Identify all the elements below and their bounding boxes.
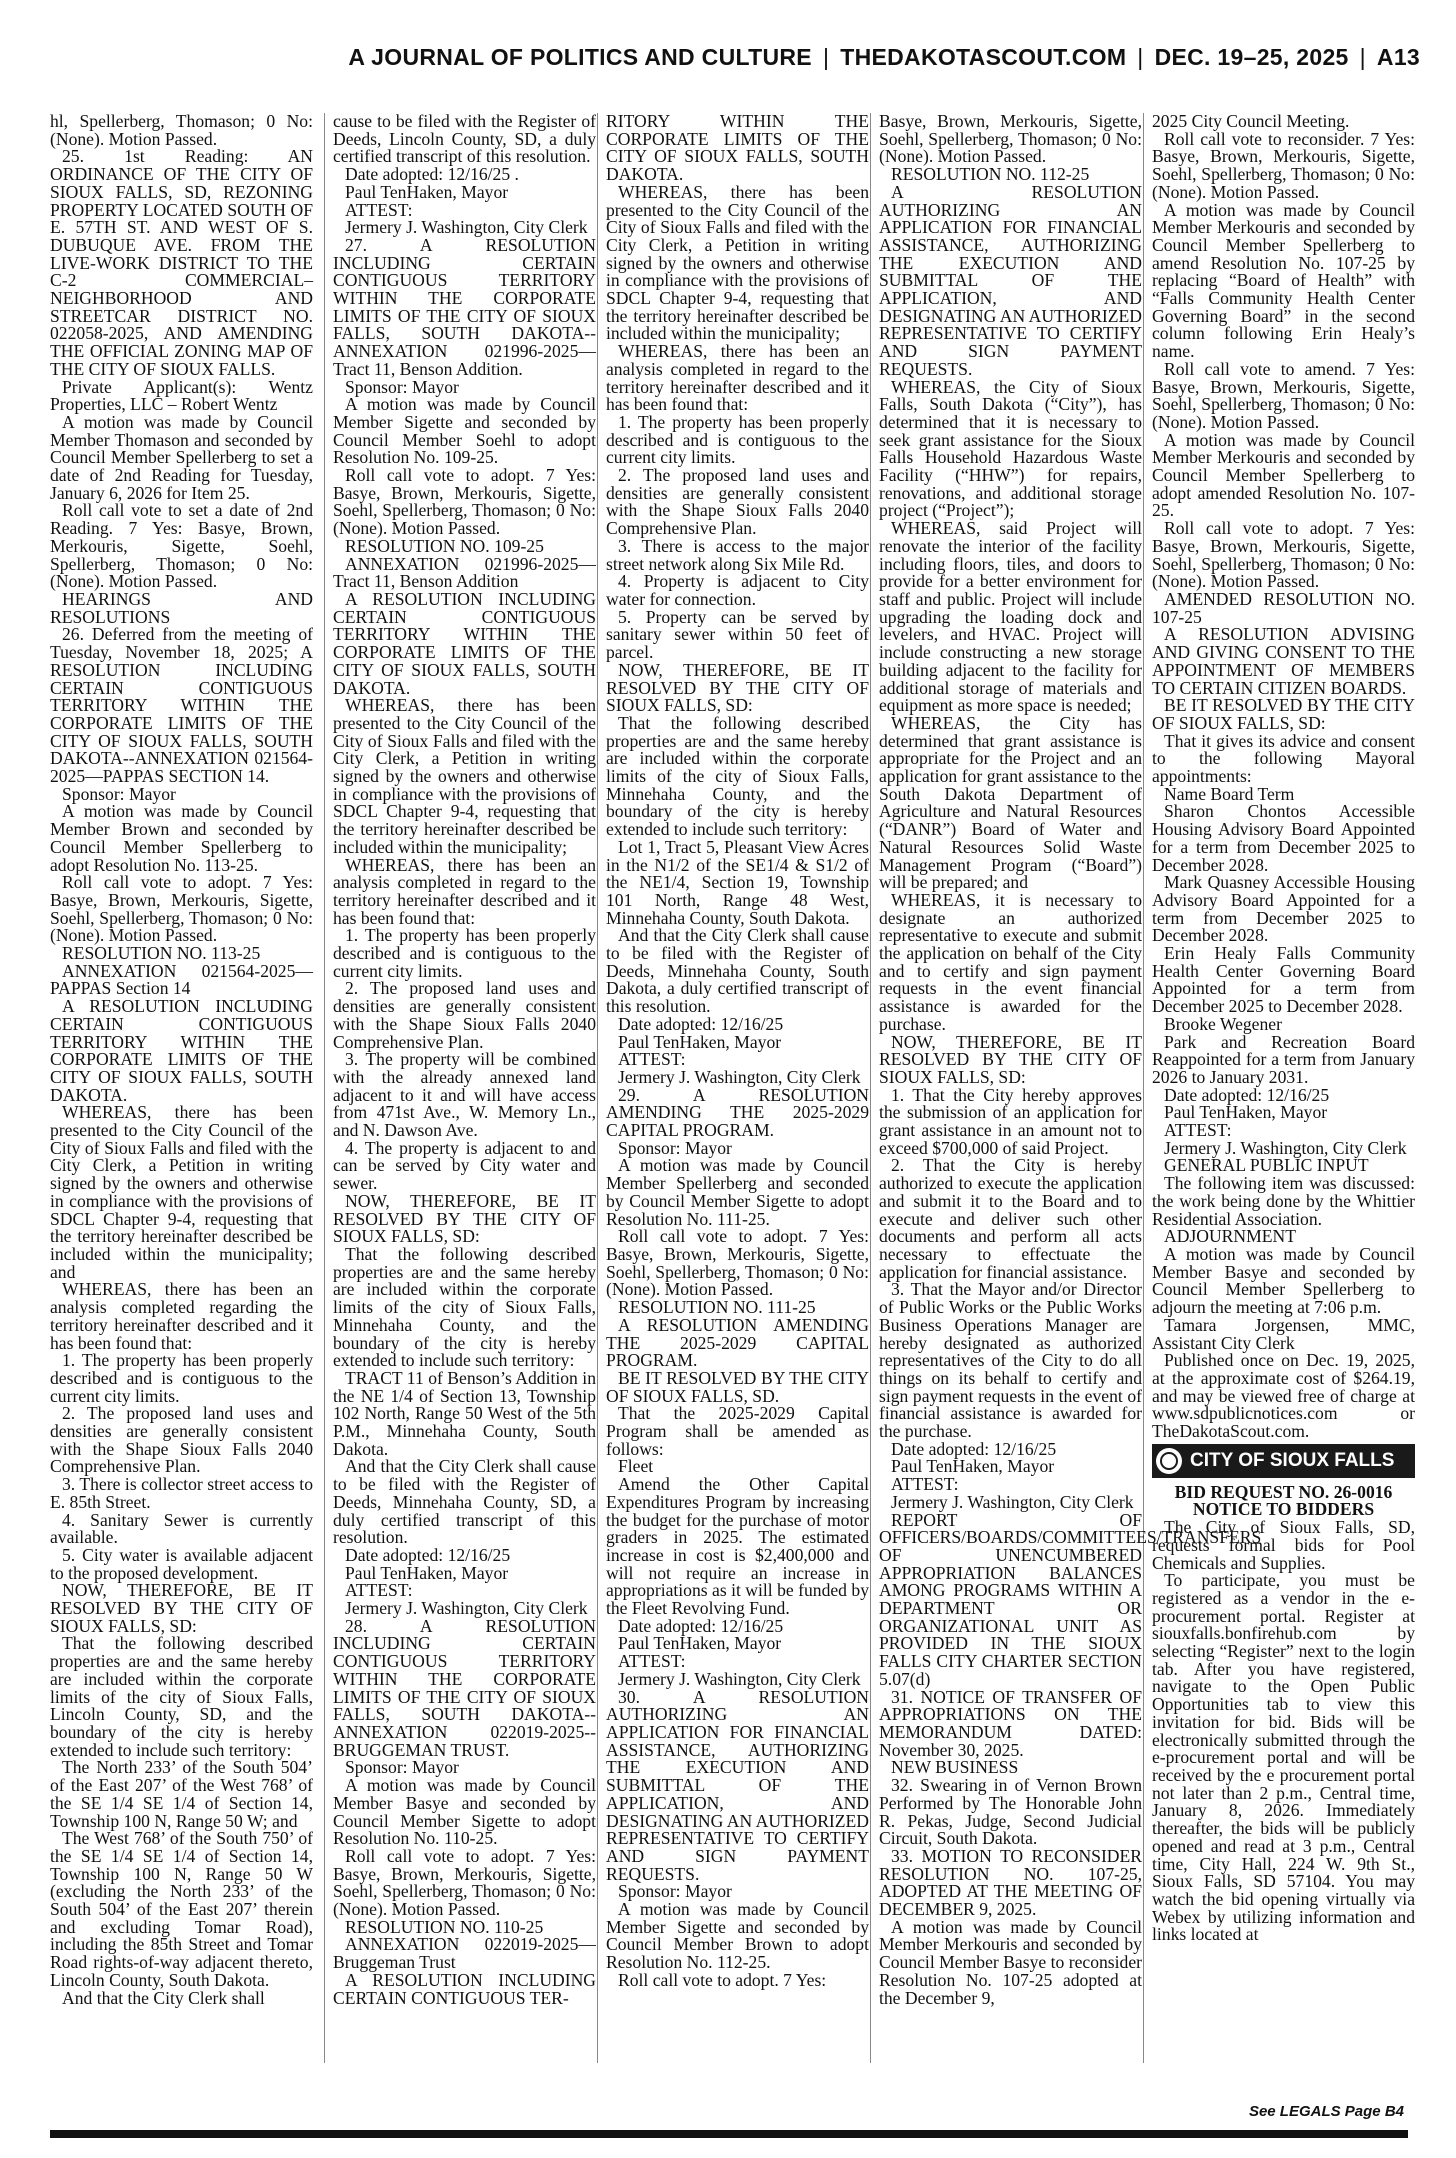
column-5-text: [1152, 113, 1415, 1441]
bid-request-number: BID REQUEST NO. 26-0016: [1174, 1481, 1393, 1502]
legal-paragraph: 2. That the City is hereby authorized to execute the application and submit it to the Board and to execute and deliver such other documents and perform all acts necessary to effectuate the application for financial assistance.: [879, 1155, 1142, 1282]
legal-paragraph: Tamara Jorgensen, MMC, Assistant City Clerk: [1152, 1314, 1415, 1353]
legal-paragraph: WHEREAS, the City has determined that grant assistance is appropriate for the Project and an application for grant assistance to the South Dakota Department of Agriculture and Natural Resources (“DANR”) Board of Water and Natural Resources Solid Waste Management Program (“Board”) will be prepared; and: [879, 712, 1142, 893]
legal-paragraph: Amend the Other Capital Expenditures Program by increasing the budget for the purchase of motor graders in 2025. The estimated increase in cost is $2,400,000 and will not require an increase in appropriations as it will be funded by the Fleet Revolving Fund.: [606, 1474, 869, 1619]
legal-paragraph: Mark Quasney Accessible Housing Advisory Board Appointed for a term from December 2025 to December 2028.: [1152, 872, 1415, 946]
legal-paragraph: 4. The property is adjacent to and can be served by City water and sewer.: [333, 1137, 596, 1194]
legal-paragraph: ATTEST:: [618, 1049, 686, 1070]
legal-paragraph: BE IT RESOLVED BY THE CITY OF SIOUX FALLS, SD.: [606, 1367, 869, 1406]
legal-paragraph: Jermery J. Washington, City Clerk: [618, 1668, 861, 1689]
legal-paragraph: 28. A RESOLUTION INCLUDING CERTAIN CONTIGUOUS TERRITORY WITHIN THE CORPORATE LIMITS OF THE CITY OF SIOUX FALLS, SOUTH DAKOTA--ANNEXATION 022019-2025--BRUGGEMAN TRUST.: [333, 1615, 596, 1760]
header-line: A JOURNAL OF POLITICS AND CULTURE | THEDAKOTASCOUT.COM | DEC. 19–25, 2025 | A13: [348, 44, 1420, 70]
legal-paragraph: WHEREAS, there has been an analysis completed in regard to the territory hereinafter described and it has been found that:: [333, 854, 596, 928]
legal-paragraph: A RESOLUTION AMENDING THE 2025-2029 CAPITAL PROGRAM.: [606, 1314, 869, 1371]
legal-paragraph: 32. Swearing in of Vernon Brown Performed by The Honorable John R. Pekas, Judge, Second Judicial Circuit, South Dakota.: [879, 1775, 1142, 1849]
legal-paragraph: WHEREAS, there has been an analysis completed in regard to the territory hereinafter described and it has been found that:: [606, 341, 869, 415]
legal-paragraph: Sponsor: Mayor: [62, 783, 176, 804]
legal-paragraph: Roll call vote to amend. 7 Yes: Basye, Brown, Merkouris, Sigette, Soehl, Spellerberg, Thomason; 0 No: (None). Motion Passed.: [1152, 358, 1415, 432]
legal-paragraph: Sponsor: Mayor: [618, 1137, 732, 1158]
legal-paragraph: A RESOLUTION AUTHORIZING AN APPLICATION FOR FINANCIAL ASSISTANCE, AUTHORIZING THE EXECUTION AND SUBMITTAL OF THE APPLICATION, AND DESIGNATING AN AUTHORIZED REPRESENTATIVE TO CERTIFY AND SIGN PAYMENT REQUESTS.: [879, 181, 1142, 379]
legal-paragraph: Private Applicant(s): Wentz Properties, LLC – Robert Wentz: [50, 376, 313, 415]
legal-paragraph: Date adopted: 12/16/25: [891, 1438, 1057, 1459]
legal-paragraph: Date adopted: 12/16/25: [618, 1013, 784, 1034]
legal-paragraph: 5. City water is available adjacent to the proposed development.: [50, 1544, 313, 1583]
legal-paragraph: A motion was made by Council Member Basye and seconded by Council Member Spellerberg to adjourn the meeting at 7:06 p.m.: [1152, 1244, 1415, 1318]
legal-paragraph: Roll call vote to adopt. 7 Yes: Basye, Brown, Merkouris, Sigette, Soehl, Spellerberg, Thomason; 0 No: (None). Motion Passed.: [1152, 518, 1415, 592]
legal-paragraph: NOW, THEREFORE, BE IT RESOLVED BY THE CITY OF SIOUX FALLS, SD:: [879, 1031, 1142, 1087]
legal-paragraph: A motion was made by Council Member Brown and seconded by Council Member Spellerberg to adopt Resolution No. 113-25.: [50, 801, 313, 875]
legal-paragraph: RESOLUTION NO. 111-25: [618, 1297, 816, 1318]
legal-paragraph: ATTEST:: [345, 199, 413, 220]
legal-paragraph: WHEREAS, said Project will renovate the interior of the facility including floors, tiles, and doors to provide for a better environment for staff and public. Project will include upgrading the loading dock and levelers, and HVAC. Project will include constructing a new storage building adjacent to the facility for additional storage of materials and equipment as more space is needed;: [879, 518, 1142, 716]
legal-paragraph: A motion was made by Council Member Merkouris and seconded by Council Member Spellerberg to amend Resolution No. 107-25 by replacing “Board of Health” with “Falls Community Health Center Governing Board” in the second column following Erin Healy’s name.: [1152, 199, 1415, 362]
legal-paragraph: Published once on Dec. 19, 2025, at the approximate cost of $264.19, and may be viewed free of charge at www.sdpublicnotices.com or TheDakotaScout.com.: [1152, 1350, 1415, 1442]
legal-paragraph: A RESOLUTION ADVISING AND GIVING CONSENT TO THE APPOINTMENT OF MEMBERS TO CERTAIN CITIZEN BOARDS.: [1152, 624, 1415, 698]
legal-paragraph: Paul TenHaken, Mayor: [618, 1031, 782, 1052]
legal-paragraph: 31. NOTICE OF TRANSFER OF APPROPRIATIONS ON THE MEMORANDUM DATED: November 30, 2025.: [879, 1686, 1142, 1760]
legal-paragraph: The West 768’ of the South 750’ of the SE 1/4 SE 1/4 of Section 14, Township 100 N, Range 50 W (excluding the North 233’ of the South 504’ of the East 207’ therein and excluding Tomar Road), including the 85th Street and Tomar Road rights-of-way adjacent thereto, Lincoln County, South Dakota.: [50, 1828, 313, 1990]
legal-paragraph: A motion was made by Council Member Sigette and seconded by Council Member Brown to adopt Resolution No. 112-25.: [606, 1899, 869, 1973]
legal-paragraph: Park and Recreation Board Reappointed for a term from January 2026 to January 2031.: [1152, 1031, 1415, 1087]
legal-paragraph: REPORT OF OFFICERS/BOARDS/COMMITTEES/TRANSFERS OF UNENCUMBERED APPROPRIATION BALANCES AMONG PROGRAMS WITHIN A DEPARTMENT OR ORGANIZATIONAL UNIT AS PROVIDED IN THE SIOUX FALLS CITY CHARTER SECTION 5.07(d): [879, 1509, 1262, 1689]
legal-paragraph: WHEREAS, there has been an analysis completed regarding the territory hereinafter described and it has been found that:: [50, 1279, 313, 1353]
legal-paragraph: TRACT 11 of Benson’s Addition in the NE 1/4 of Section 13, Township 102 North, Range 50 West of the 5th P.M., Minnehaha County, South Dakota.: [333, 1367, 596, 1459]
legal-paragraph: cause to be filed with the Register of Deeds, Lincoln County, SD, a duly certified transcript of this resolution.: [333, 111, 596, 167]
legal-paragraph: 1. The property has been properly described and is contiguous to the current city limits.: [50, 1350, 313, 1406]
legal-paragraph: 3. The property will be combined with the already annexed land adjacent to it and will have access from 471st Ave., W. Memory Ln., and N. Dawson Ave.: [333, 1049, 596, 1141]
legal-paragraph: ANNEXATION 022019-2025—Bruggeman Trust: [333, 1934, 596, 1973]
legal-paragraph: Roll call vote to adopt. 7 Yes: Basye, Brown, Merkouris, Sigette, Soehl, Spellerberg, Thomason; 0 No: (None). Motion Passed.: [333, 1845, 596, 1920]
legal-paragraph: The North 233’ of the South 504’ of the East 207’ of the West 768’ of the SE 1/4 SE 1/4 of Section 14, Township 100 N, Range 50 W; and: [50, 1757, 313, 1831]
legal-paragraph: Paul TenHaken, Mayor: [1164, 1102, 1328, 1123]
legal-paragraph: 3. There is access to the major street network along Six Mile Rd.: [606, 535, 869, 574]
legal-paragraph: Fleet: [618, 1456, 654, 1477]
legal-paragraph: WHEREAS, there has been presented to the City Council of the City of Sioux Falls and filed with the City Clerk, a Petition in writing signed by the owners and otherwise in compliance with the provisions of SDCL Chapter 9-4, requesting that the territory hereinafter described be included within the municipality;: [333, 695, 596, 857]
publication-tagline: A JOURNAL OF POLITICS AND CULTURE: [348, 44, 812, 70]
legal-paragraph: RITORY WITHIN THE CORPORATE LIMITS OF THE CITY OF SIOUX FALLS, SOUTH DAKOTA.: [606, 111, 869, 185]
legal-paragraph: Sharon Chontos Accessible Housing Advisory Board Appointed for a term from December 2025 to December 2028.: [1152, 801, 1415, 875]
page-header: [0, 0, 1456, 95]
legal-paragraph: 25. 1st Reading: AN ORDINANCE OF THE CITY OF SIOUX FALLS, SD, REZONING PROPERTY LOCATED SOUTH OF E. 57TH ST. AND WEST OF S. DUBUQUE AVE. FROM THE LIVE-WORK DISTRICT TO THE C-2 COMMERCIAL–NEIGHBORHOOD AND STREETCAR DISTRICT NO. 022058-2025, AND AMENDING THE OFFICIAL ZONING MAP OF THE CITY OF SIOUX FALLS.: [50, 146, 313, 379]
legal-paragraph: Lot 1, Tract 5, Pleasant View Acres in the N1/2 of the SE1/4 & S1/2 of the NE1/4, Section 19, Township 101 North, Range 48 West, Minnehaha County, South Dakota.: [606, 836, 869, 928]
legal-paragraph: Name Board Term: [1164, 783, 1295, 804]
legal-paragraph: Roll call vote to adopt. 7 Yes:: [618, 1969, 827, 1990]
legal-paragraph: Brooke Wegener: [1164, 1013, 1282, 1034]
legal-paragraph: Jermery J. Washington, City Clerk: [345, 1598, 588, 1619]
footer-rule: [50, 2130, 1408, 2138]
text-column-1: [50, 113, 313, 2068]
legal-paragraph: RESOLUTION NO. 109-25: [345, 535, 544, 556]
legal-paragraph: A motion was made by Council Member Merkouris and seconded by Council Member Spellerberg to adopt amended Resolution No. 107-25.: [1152, 429, 1415, 521]
legal-paragraph: A motion was made by Council Member Basye and seconded by Council Member Sigette to adopt Resolution No. 110-25.: [333, 1775, 596, 1849]
legal-paragraph: Date adopted: 12/16/25: [345, 1544, 511, 1565]
legal-paragraph: And that the City Clerk shall cause to be filed with the Register of Deeds, Minnehaha County, SD, a duly certified transcript of this resolution.: [333, 1456, 596, 1548]
legal-paragraph: Jermery J. Washington, City Clerk: [1164, 1137, 1407, 1158]
legal-paragraph: AMENDED RESOLUTION NO. 107-25: [1152, 588, 1415, 627]
legal-paragraph: 2. The proposed land uses and densities are generally consistent with the Shape Sioux Falls 2040 Comprehensive Plan.: [50, 1403, 313, 1477]
legal-paragraph: WHEREAS, there has been presented to the City Council of the City of Sioux Falls and filed with the City Clerk, a Petition in writing signed by the owners and otherwise in compliance with the provisions of SDCL Chapter 9-4, requesting that the territory hereinafter described be included within the municipality; and: [50, 1102, 313, 1282]
notice-to-bidders-title: NOTICE TO BIDDERS: [1192, 1499, 1375, 1520]
legal-paragraph: RESOLUTION NO. 112-25: [891, 164, 1090, 185]
legal-paragraph: A motion was made by Council Member Thomason and seconded by Council Member Spellerberg to set a date of 2nd Reading for Tuesday, January 6, 2026 for Item 25.: [50, 411, 313, 503]
legal-paragraph: Date adopted: 12/16/25: [1164, 1084, 1330, 1105]
legal-paragraph: Sponsor: Mayor: [345, 376, 459, 397]
legal-paragraph: A motion was made by Council Member Sigette and seconded by Council Member Soehl to adopt Resolution No. 109-25.: [333, 394, 596, 468]
legal-paragraph: 2. The proposed land uses and densities are generally consistent with the Shape Sioux Falls 2040 Comprehensive Plan.: [333, 978, 596, 1052]
legal-paragraph: ADJOURNMENT: [1164, 1226, 1296, 1247]
legal-paragraph: WHEREAS, there has been presented to the City Council of the City of Sioux Falls and filed with the City Clerk, a Petition in writing signed by the owners and otherwise in compliance with the provisions of SDCL Chapter 9-4, requesting that the territory hereinafter described be included within the municipality;: [606, 181, 869, 344]
legal-paragraph: WHEREAS, it is necessary to designate an authorized representative to execute and submit the application on behalf of the City and to certify and sign payment requests in the event financial assistance is awarded for the purchase.: [879, 889, 1142, 1034]
legal-paragraph: 4. Sanitary Sewer is currently available.: [50, 1509, 313, 1548]
legal-paragraph: ATTEST:: [891, 1474, 959, 1495]
legal-paragraph: That the following described properties are and the same hereby are included within the corporate limits of the city of Sioux Falls, Minnehaha County, and the boundary of the city is hereby extended to include such territory:: [606, 712, 869, 840]
legal-paragraph: Basye, Brown, Merkouris, Sigette, Soehl, Spellerberg, Thomason; 0 No: (None). Motion Passed.: [879, 111, 1142, 167]
text-column-2: [333, 113, 596, 2068]
legal-paragraph: Jermery J. Washington, City Clerk: [891, 1491, 1134, 1512]
legal-paragraph: Paul TenHaken, Mayor: [345, 181, 509, 202]
text-column-3: [606, 113, 869, 2068]
legal-paragraph: Roll call vote to reconsider. 7 Yes: Basye, Brown, Merkouris, Sigette, Soehl, Spellerberg, Thomason; 0 No: (None). Motion Passed.: [1152, 128, 1415, 202]
legal-paragraph: NOW, THEREFORE, BE IT RESOLVED BY THE CITY OF SIOUX FALLS, SD:: [333, 1190, 596, 1247]
legal-paragraph: Jermery J. Washington, City Clerk: [618, 1066, 861, 1087]
legal-paragraph: 27. A RESOLUTION INCLUDING CERTAIN CONTIGUOUS TERRITORY WITHIN THE CORPORATE LIMITS OF THE CITY OF SIOUX FALLS, SOUTH DAKOTA--ANNEXATION 021996-2025—Tract 11, Benson Addition.: [333, 234, 596, 379]
legal-paragraph: A RESOLUTION INCLUDING CERTAIN CONTIGUOUS TERRITORY WITHIN THE CORPORATE LIMITS OF THE CITY OF SIOUX FALLS, SOUTH DAKOTA.: [333, 588, 596, 698]
legal-paragraph: Erin Healy Falls Community Health Center Governing Board Appointed for a term from December 2025 to December 2028.: [1152, 943, 1415, 1017]
legal-notices-body: [50, 111, 1415, 2068]
legal-paragraph: 26. Deferred from the meeting of Tuesday, November 18, 2025; A RESOLUTION INCLUDING CERTAIN CONTIGUOUS TERRITORY WITHIN THE CORPORATE LIMITS OF THE CITY OF SIOUX FALLS, SOUTH DAKOTA--ANNEXATION 021564-2025—PAPPAS SECTION 14.: [50, 624, 313, 787]
legal-paragraph: hl, Spellerberg, Thomason; 0 No: (None). Motion Passed.: [50, 111, 313, 149]
legal-paragraph: Roll call vote to adopt. 7 Yes: Basye, Brown, Merkouris, Sigette, Soehl, Spellerberg, Thomason; 0 No: (None). Motion Passed.: [50, 872, 313, 946]
legal-paragraph: NOW, THEREFORE, BE IT RESOLVED BY THE CITY OF SIOUX FALLS, SD:: [50, 1580, 313, 1636]
legal-paragraph: ANNEXATION 021564-2025—PAPPAS Section 14: [50, 960, 313, 999]
legal-paragraph: Sponsor: Mayor: [345, 1757, 459, 1778]
page-number: A13: [1376, 44, 1420, 70]
issue-date: DEC. 19–25, 2025: [1154, 44, 1349, 70]
legal-paragraph: Paul TenHaken, Mayor: [891, 1456, 1055, 1477]
legal-paragraph: WHEREAS, the City of Sioux Falls, South Dakota (“City”), has determined that it is necessary to seek grant assistance for the Sioux Falls Household Hazardous Waste Facility (“HHW”) for repairs, renovations, and additional storage project (“Project”);: [879, 376, 1142, 521]
legal-paragraph: Roll call vote to set a date of 2nd Reading. 7 Yes: Basye, Brown, Merkouris, Sigette, Soehl, Spellerberg, Thomason; 0 No: (None). Motion Passed.: [50, 500, 313, 592]
legal-paragraph: 3. That the Mayor and/or Director of Public Works or the Public Works Business Operations Manager are hereby designated as authorized representatives of the City to do all things on its behalf to certify and sign payment requests in the event of financial assistance is awarded for the purchase.: [879, 1279, 1142, 1442]
legal-paragraph: And that the City Clerk shall: [62, 1987, 265, 2008]
legal-paragraph: HEARINGS AND RESOLUTIONS: [50, 588, 313, 627]
continued-reference: See LEGALS Page B4: [1248, 2103, 1404, 2120]
legal-paragraph: ATTEST:: [618, 1651, 686, 1672]
legal-paragraph: 3. There is collector street access to E. 85th Street.: [50, 1474, 313, 1512]
legal-paragraph: Sponsor: Mayor: [618, 1881, 732, 1902]
legal-paragraph: ATTEST:: [1164, 1120, 1232, 1141]
notice-paragraph: To participate, you must be registered as a vendor in the e-procurement portal. Register at siouxfalls.bonfirehub.com by selecting “Register” next to the login tab. After you have registered, navigate to the Open Public Opportunities tab to view this invitation for bid. Bids will be electronically submitted through the e-procurement portal and will be received by the e procurement portal not later than 2 p.m., Central time, January 8, 2026. Immediately thereafter, the bids will be publicly opened and read at 3 p.m., Central time, City Hall, 224 W. 9th St., Sioux Falls, SD 57104. You may watch the bid opening virtually via Webex by utilizing information and links located at: [1152, 1570, 1415, 1945]
legal-paragraph: 33. MOTION TO RECONSIDER RESOLUTION NO. 107-25, ADOPTED AT THE MEETING OF DECEMBER 9, 2025.: [879, 1845, 1142, 1920]
legal-paragraph: That the following described properties are and the same hereby are included within the corporate limits of the city of Sioux Falls, Minnehaha County, and the boundary of the city is hereby extended to include such territory:: [333, 1244, 596, 1371]
legal-paragraph: GENERAL PUBLIC INPUT: [1164, 1155, 1369, 1176]
legal-paragraph: 1. That the City hereby approves the submission of an application for grant assistance in an amount not to exceed $700,000 of said Project.: [879, 1084, 1142, 1158]
legal-paragraph: 29. A RESOLUTION AMENDING THE 2025-2029 CAPITAL PROGRAM.: [606, 1084, 869, 1141]
legal-paragraph: 1. The property has been properly described and is contiguous to the current city limits.: [606, 411, 869, 468]
legal-paragraph: Date adopted: 12/16/25: [618, 1615, 784, 1636]
legal-paragraph: NOW, THEREFORE, BE IT RESOLVED BY THE CITY OF SIOUX FALLS, SD:: [606, 659, 869, 716]
legal-paragraph: 4. Property is adjacent to City water for connection.: [606, 571, 869, 609]
legal-paragraph: 2. The proposed land uses and densities are generally consistent with the Shape Sioux Falls 2040 Comprehensive Plan.: [606, 465, 869, 539]
legal-paragraph: ANNEXATION 021996-2025—Tract 11, Benson Addition: [333, 553, 596, 592]
site-url: THEDAKOTASCOUT.COM: [840, 44, 1127, 70]
legal-paragraph: Paul TenHaken, Mayor: [618, 1633, 782, 1654]
legal-paragraph: 5. Property can be served by sanitary sewer within 50 feet of parcel.: [606, 606, 869, 663]
legal-paragraph: 1. The property has been properly described and is contiguous to the current city limits.: [333, 925, 596, 981]
legal-paragraph: RESOLUTION NO. 113-25: [62, 943, 261, 964]
legal-paragraph: 30. A RESOLUTION AUTHORIZING AN APPLICATION FOR FINANCIAL ASSISTANCE, AUTHORIZING THE EXECUTION AND SUBMITTAL OF THE APPLICATION, AND DESIGNATING AN AUTHORIZED REPRESENTATIVE TO CERTIFY AND SIGN PAYMENT REQUESTS.: [606, 1686, 869, 1884]
legal-paragraph: 2025 City Council Meeting.: [1152, 111, 1350, 131]
legal-paragraph: Roll call vote to adopt. 7 Yes: Basye, Brown, Merkouris, Sigette, Soehl, Spellerberg, Thomason; 0 No: (None). Motion Passed.: [606, 1226, 869, 1300]
legal-paragraph: RESOLUTION NO. 110-25: [345, 1916, 544, 1937]
notice-paragraph: The City of Sioux Falls, SD, requests formal bids for Pool Chemicals and Supplies.: [1152, 1517, 1415, 1573]
legal-paragraph: A RESOLUTION INCLUDING CERTAIN CONTIGUOUS TERRITORY WITHIN THE CORPORATE LIMITS OF THE CITY OF SIOUX FALLS, SOUTH DAKOTA.: [50, 996, 313, 1105]
legal-paragraph: A RESOLUTION INCLUDING CERTAIN CONTIGUOUS TER-: [333, 1969, 596, 2008]
legal-paragraph: Roll call vote to adopt. 7 Yes: Basye, Brown, Merkouris, Sigette, Soehl, Spellerberg, Thomason; 0 No: (None). Motion Passed.: [333, 465, 596, 539]
banner-title: CITY OF SIOUX FALLS: [1190, 1449, 1395, 1471]
legal-paragraph: That the 2025-2029 Capital Program shall be amended as follows:: [606, 1403, 869, 1459]
legal-paragraph: Jermery J. Washington, City Clerk: [345, 217, 588, 238]
legal-paragraph: A motion was made by Council Member Spellerberg and seconded by Council Member Sigette to adopt Resolution No. 111-25.: [606, 1155, 869, 1229]
legal-paragraph: NEW BUSINESS: [891, 1757, 1019, 1778]
legal-paragraph: The following item was discussed: the work being done by the Whittier Residential Association.: [1152, 1173, 1415, 1229]
legal-paragraph: A motion was made by Council Member Merkouris and seconded by Council Member Basye to reconsider Resolution No. 107-25 adopted at the December 9,: [879, 1916, 1142, 2008]
text-column-5: [1152, 113, 1415, 2068]
legal-paragraph: And that the City Clerk shall cause to be filed with the Register of Deeds, Minnehaha County, South Dakota, a duly certified transcript of this resolution.: [606, 925, 869, 1017]
legal-paragraph: Paul TenHaken, Mayor: [345, 1562, 509, 1583]
legal-paragraph: BE IT RESOLVED BY THE CITY OF SIOUX FALLS, SD:: [1152, 695, 1415, 733]
legal-paragraph: Date adopted: 12/16/25 .: [345, 164, 519, 185]
city-banner: [1152, 1444, 1415, 1478]
legal-paragraph: ATTEST:: [345, 1580, 413, 1601]
legal-paragraph: That the following described properties are and the same hereby are included within the corporate limits of the city of Sioux Falls, Lincoln County, SD, and the boundary of the city is hereby extended to include such territory:: [50, 1633, 313, 1760]
legal-paragraph: That it gives its advice and consent to the following Mayoral appointments:: [1152, 730, 1415, 787]
city-seal-icon: [1156, 1448, 1182, 1474]
